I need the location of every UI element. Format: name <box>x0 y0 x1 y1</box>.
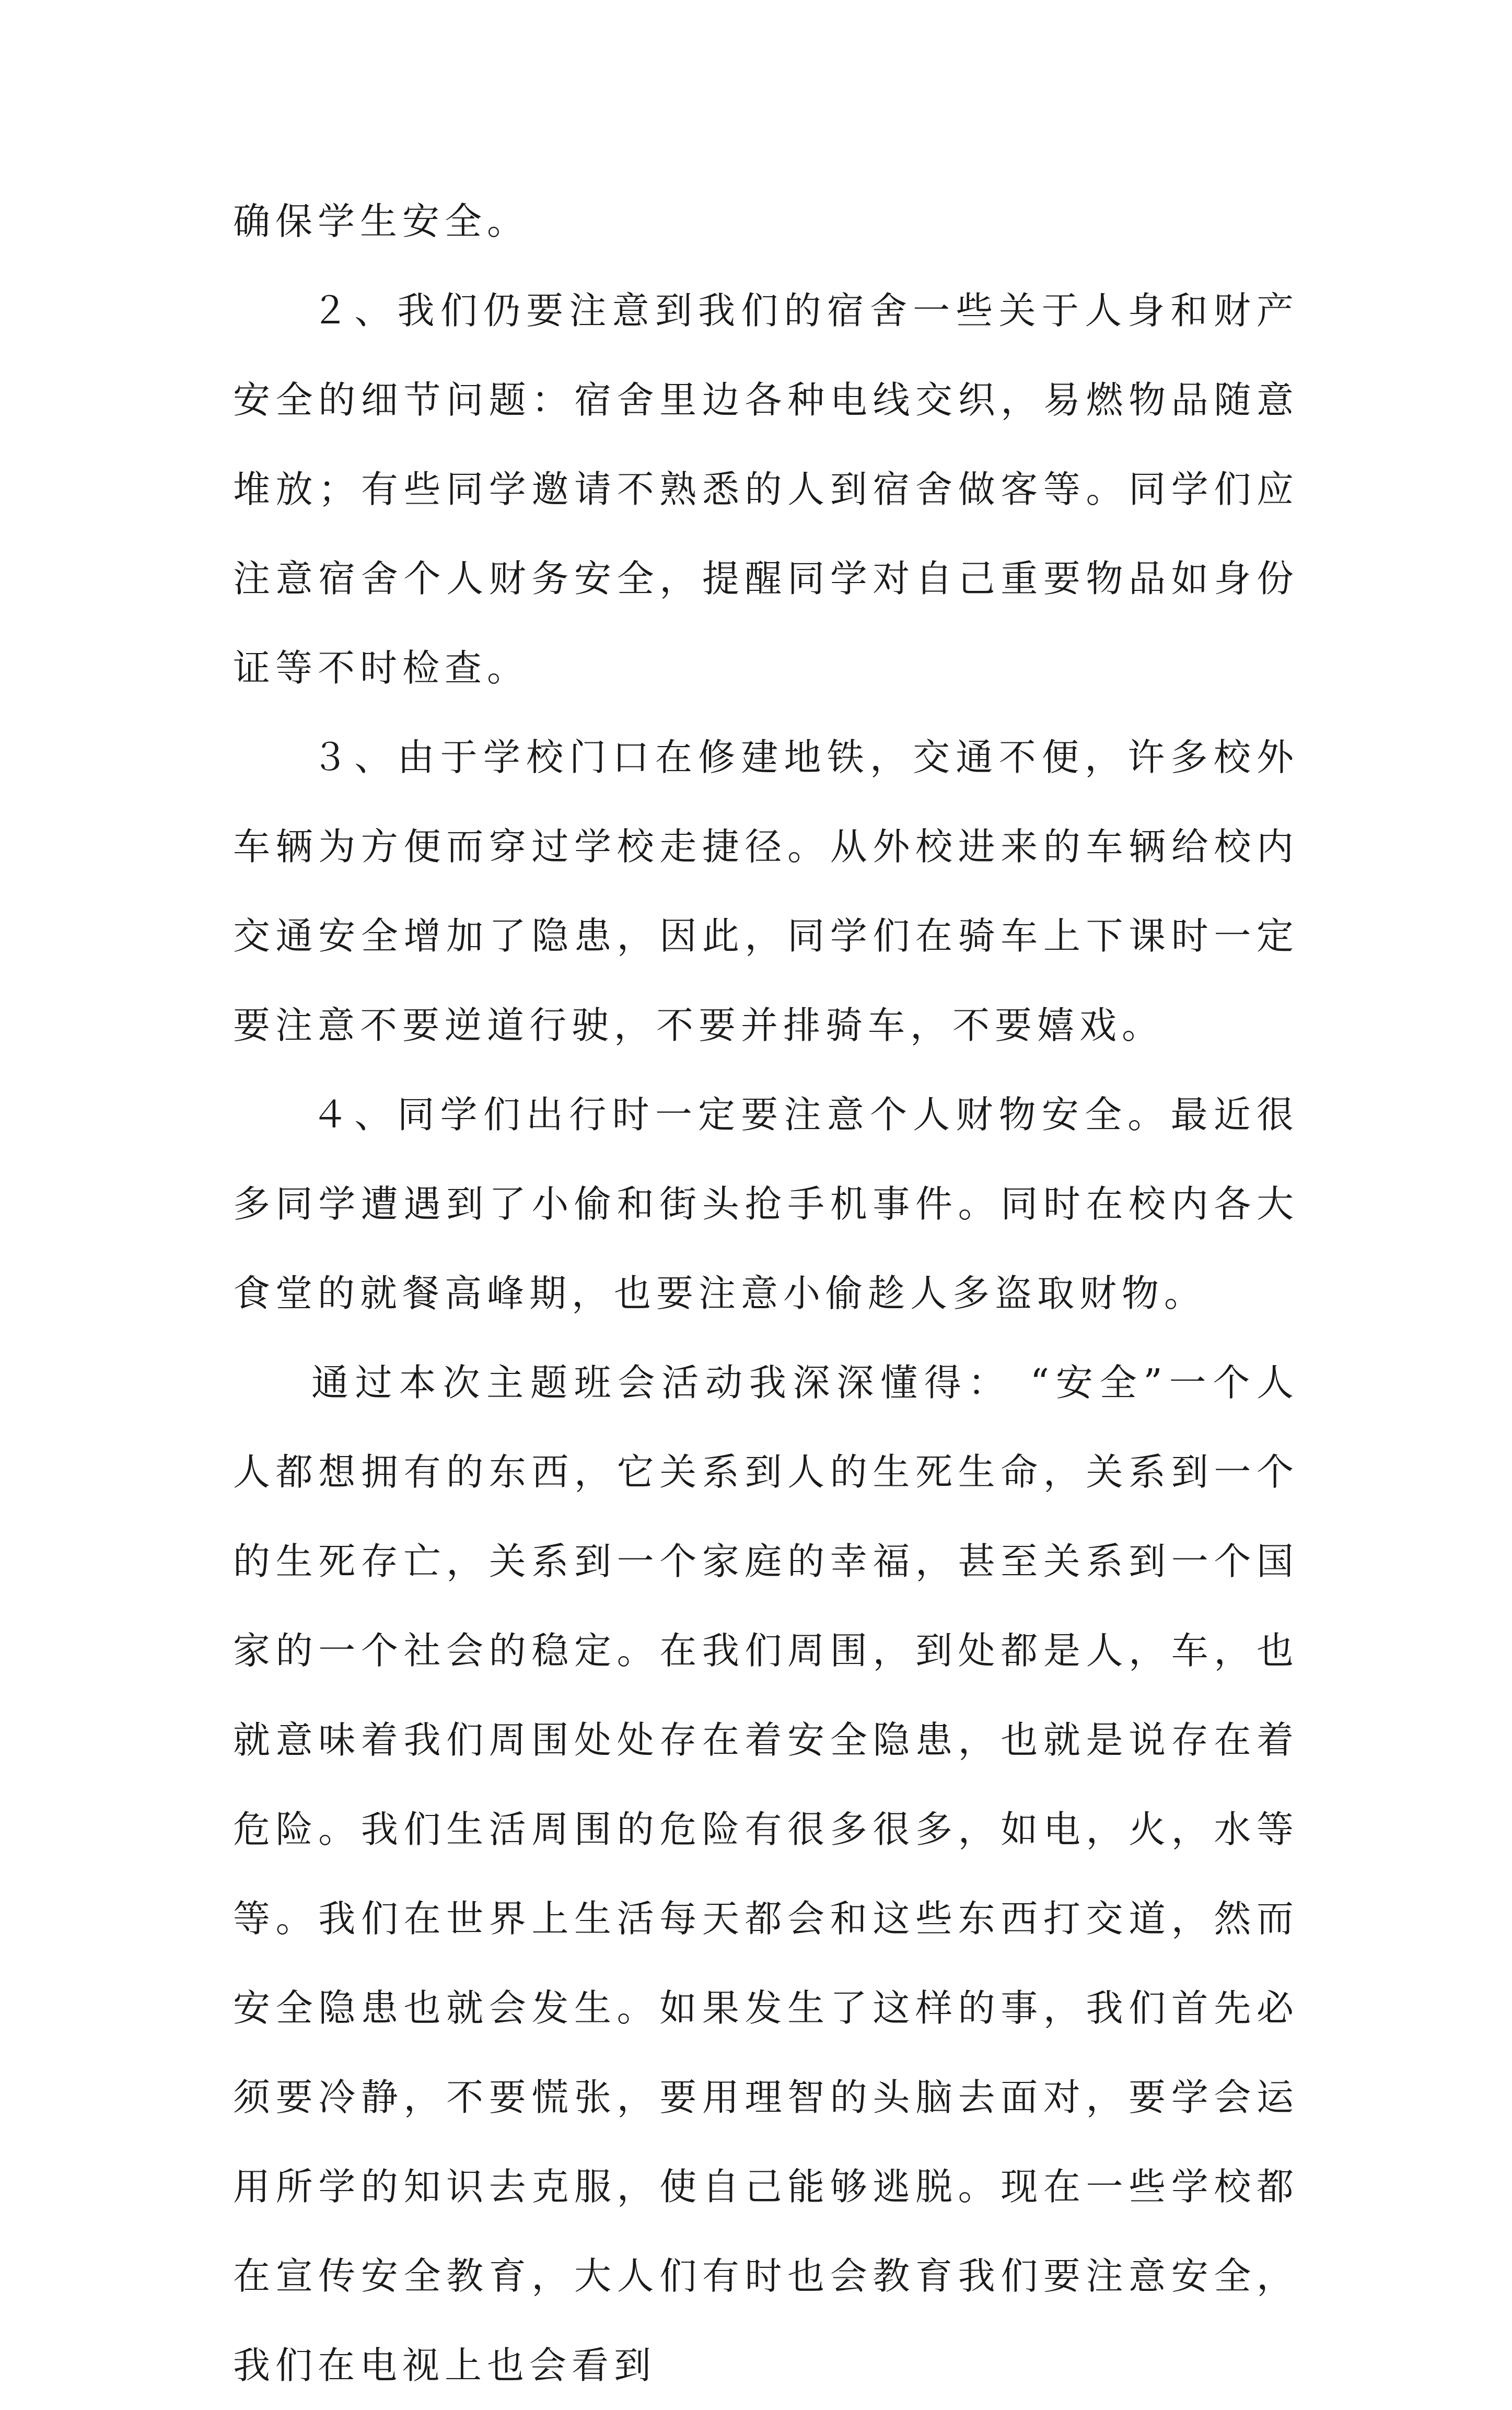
paragraph-item-2: ２、我们仍要注意到我们的宿舍一些关于人身和财产安全的细节问题：宿舍里边各种电线交织，易燃物品随意堆放；有些同学邀请不熟悉的人到宿舍做客等。同学们应注意宿舍个人财务安全，提醒同学对自己重要物品如身份证等不时检查。 <box>233 289 1299 690</box>
paragraph-reflection: 通过本次主题班会活动我深深懂得： “安全”一个人人都想拥有的东西，它关系到人的生死生命，关系到一个的生死存亡，关系到一个家庭的幸福，甚至关系到一个国家的一个社会的稳定。在我们周围，到处都是人，车，也就意味着我们周围处处存在着安全隐患，也就是说存在着危险。我们生活周围的危险有很多很多，如电，火，水等等。我们在世界上生活每天都会和这些东西打交道，然而安全隐患也就会发生。如果发生了这样的事，我们首先必须要冷静，不要慌张，要用理智的头脑去面对，要学会运用所学的知识去克服，使自己能够逃脱。现在一些学校都在宣传安全教育，大人们有时也会教育我们要注意安全，我们在电视上也会看到 <box>233 1361 1299 2387</box>
paragraph-continuation: 确保学生安全。 <box>233 200 530 243</box>
document-body <box>233 177 1299 2410</box>
paragraph-item-4: ４、同学们出行时一定要注意个人财物安全。最近很多同学遭遇到了小偷和街头抢手机事件。同时在校内各大食堂的就餐高峰期，也要注意小偷趁人多盗取财物。 <box>233 1093 1299 1315</box>
paragraph-item-3: ３、由于学校门口在修建地铁，交通不便，许多校外车辆为方便而穿过学校走捷径。从外校进来的车辆给校内交通安全增加了隐患，因此，同学们在骑车上下课时一定要注意不要逆道行驶，不要并排骑车，不要嬉戏。 <box>233 736 1299 1047</box>
